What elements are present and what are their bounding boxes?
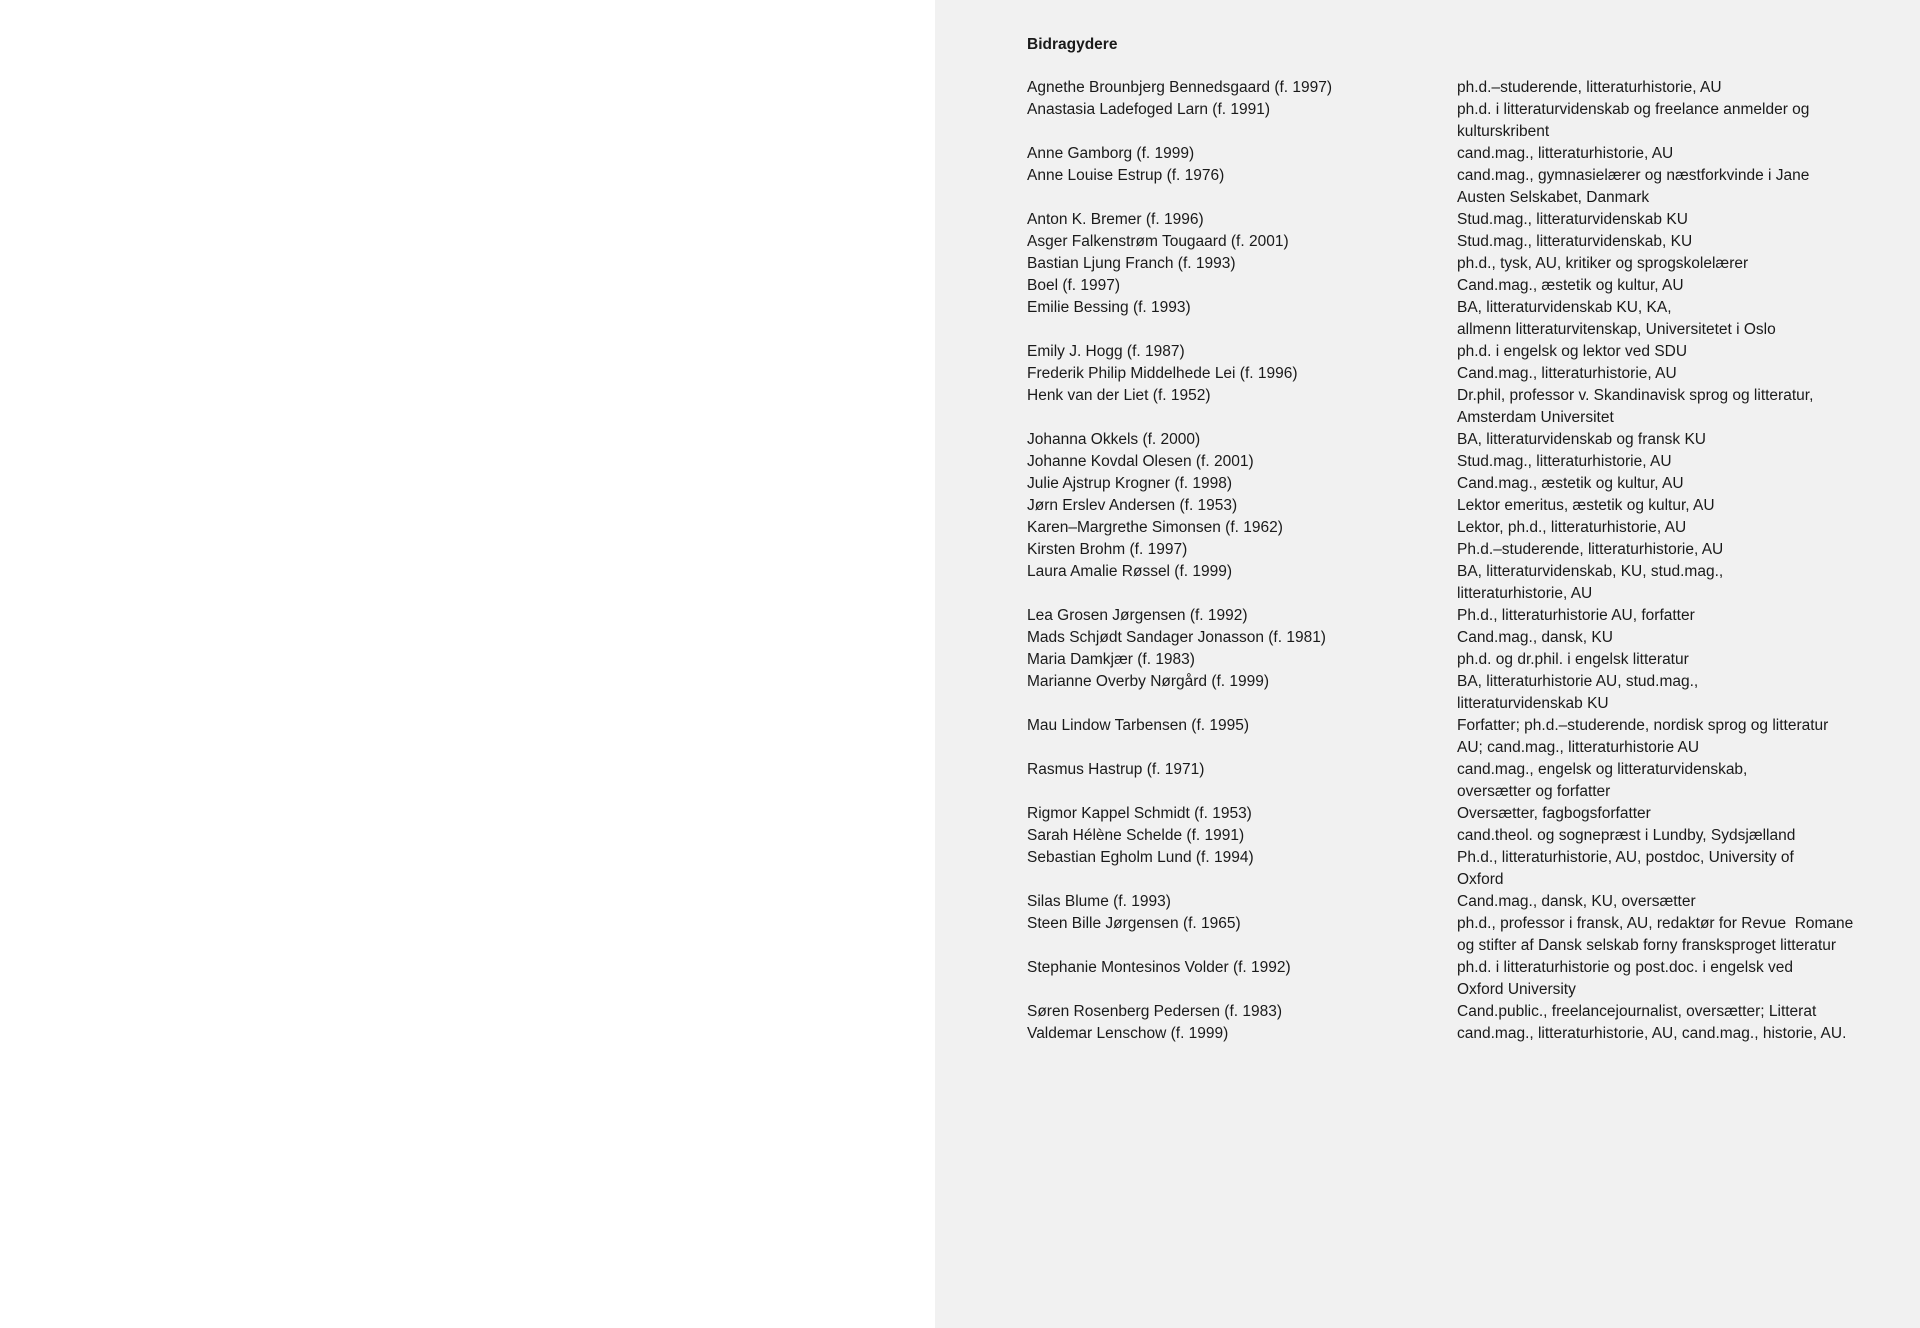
contributor-row: [1027, 1023, 1907, 1045]
contributor-name: Lea Grosen Jørgensen (f. 1992): [1027, 607, 1248, 624]
contributor-description: ph.d. og dr.phil. i engelsk litteratur: [1457, 651, 1689, 668]
contributor-row: [1027, 891, 1907, 913]
contributor-row: [1027, 517, 1907, 539]
contributor-name: Kirsten Brohm (f. 1997): [1027, 541, 1188, 558]
contributor-description: ph.d., professor i fransk, AU, redaktør for Revue Romane og stifter af Dansk selskab forny fransksproget litteratur: [1457, 915, 1854, 954]
contributor-row: [1027, 759, 1907, 803]
contributor-description: Cand.mag., dansk, KU, oversætter: [1457, 893, 1696, 910]
contributor-row: [1027, 473, 1907, 495]
contributor-description: Stud.mag., litteraturvidenskab KU: [1457, 211, 1688, 228]
page-title: Bidragydere: [1027, 36, 1118, 53]
contributor-row: [1027, 297, 1907, 341]
contributor-name: Valdemar Lenschow (f. 1999): [1027, 1025, 1229, 1042]
contributor-name: Agnethe Brounbjerg Bennedsgaard (f. 1997): [1027, 79, 1333, 96]
contributor-description: BA, litteraturhistorie AU, stud.mag., litteraturvidenskab KU: [1457, 673, 1699, 712]
contributor-description: Cand.mag., litteraturhistorie, AU: [1457, 365, 1677, 382]
contributor-name: Johanna Okkels (f. 2000): [1027, 431, 1201, 448]
contributor-row: [1027, 231, 1907, 253]
contributor-name: Sarah Hélène Schelde (f. 1991): [1027, 827, 1245, 844]
contributor-name: Anton K. Bremer (f. 1996): [1027, 211, 1204, 228]
contributor-name: Silas Blume (f. 1993): [1027, 893, 1171, 910]
contributor-name: Laura Amalie Røssel (f. 1999): [1027, 563, 1233, 580]
contributor-name: Rasmus Hastrup (f. 1971): [1027, 761, 1205, 778]
contributor-description: Lektor emeritus, æstetik og kultur, AU: [1457, 497, 1715, 514]
contributor-row: [1027, 1001, 1907, 1023]
contributor-name: Johanne Kovdal Olesen (f. 2001): [1027, 453, 1254, 470]
contributor-description: cand.mag., engelsk og litteraturvidenskab, oversætter og forfatter: [1457, 761, 1748, 800]
contributor-row: [1027, 253, 1907, 275]
contributor-row: [1027, 539, 1907, 561]
contributor-description: Stud.mag., litteraturvidenskab, KU: [1457, 233, 1693, 250]
contributor-description: Cand.mag., æstetik og kultur, AU: [1457, 475, 1684, 492]
contributor-name: Emily J. Hogg (f. 1987): [1027, 343, 1185, 360]
contributor-row: [1027, 165, 1907, 209]
contributor-description: BA, litteraturvidenskab KU, KA, allmenn litteraturvitenskap, Universitetet i Oslo: [1457, 299, 1776, 338]
contributor-row: [1027, 385, 1907, 429]
contributor-row: [1027, 847, 1907, 891]
contributor-row: [1027, 803, 1907, 825]
contributor-name: Søren Rosenberg Pedersen (f. 1983): [1027, 1003, 1283, 1020]
contributor-name: Bastian Ljung Franch (f. 1993): [1027, 255, 1236, 272]
contributor-row: [1027, 605, 1907, 627]
contributor-name: Jørn Erslev Andersen (f. 1953): [1027, 497, 1238, 514]
contributor-row: [1027, 363, 1907, 385]
contributor-description: Ph.d., litteraturhistorie AU, forfatter: [1457, 607, 1695, 624]
contributor-name: Stephanie Montesinos Volder (f. 1992): [1027, 959, 1291, 976]
contributor-name: Asger Falkenstrøm Tougaard (f. 2001): [1027, 233, 1289, 250]
contributor-name: Frederik Philip Middelhede Lei (f. 1996): [1027, 365, 1298, 382]
contributor-description: cand.mag., litteraturhistorie, AU: [1457, 145, 1674, 162]
contributor-row: [1027, 825, 1907, 847]
contributor-description: cand.mag., gymnasielærer og næstforkvinde i Jane Austen Selskabet, Danmark: [1457, 167, 1810, 206]
contributor-row: [1027, 957, 1907, 1001]
contributor-name: Marianne Overby Nørgård (f. 1999): [1027, 673, 1270, 690]
contributor-name: Anne Louise Estrup (f. 1976): [1027, 167, 1225, 184]
contributor-row: [1027, 77, 1907, 99]
contributor-description: Forfatter; ph.d.–studerende, nordisk sprog og litteratur AU; cand.mag., litteraturhistorie AU: [1457, 717, 1829, 756]
contributor-name: Anne Gamborg (f. 1999): [1027, 145, 1195, 162]
right-page: [935, 0, 1920, 1328]
left-page: [0, 0, 935, 1328]
contributor-row: [1027, 143, 1907, 165]
contributor-name: Henk van der Liet (f. 1952): [1027, 387, 1211, 404]
contributor-row: [1027, 649, 1907, 671]
contributor-row: [1027, 715, 1907, 759]
contributor-description: Oversætter, fagbogsforfatter: [1457, 805, 1651, 822]
contributor-name: Anastasia Ladefoged Larn (f. 1991): [1027, 101, 1271, 118]
contributor-name: Sebastian Egholm Lund (f. 1994): [1027, 849, 1254, 866]
contributor-name: Karen–Margrethe Simonsen (f. 1962): [1027, 519, 1283, 536]
contributor-description: ph.d.–studerende, litteraturhistorie, AU: [1457, 79, 1722, 96]
contributor-description: ph.d. i engelsk og lektor ved SDU: [1457, 343, 1688, 360]
contributor-name: Mads Schjødt Sandager Jonasson (f. 1981): [1027, 629, 1326, 646]
contributor-description: Ph.d.–studerende, litteraturhistorie, AU: [1457, 541, 1724, 558]
contributor-description: Stud.mag., litteraturhistorie, AU: [1457, 453, 1672, 470]
contributor-name: Julie Ajstrup Krogner (f. 1998): [1027, 475, 1233, 492]
contributor-row: [1027, 913, 1907, 957]
contributor-description: Cand.mag., æstetik og kultur, AU: [1457, 277, 1684, 294]
contributor-name: Boel (f. 1997): [1027, 277, 1121, 294]
contributor-description: cand.mag., litteraturhistorie, AU, cand.mag., historie, AU.: [1457, 1025, 1847, 1042]
contributor-description: BA, litteraturvidenskab og fransk KU: [1457, 431, 1706, 448]
contributor-name: Emilie Bessing (f. 1993): [1027, 299, 1191, 316]
contributor-row: [1027, 451, 1907, 473]
contributor-list: [1027, 77, 1907, 1045]
contributor-description: BA, litteraturvidenskab, KU, stud.mag., litteraturhistorie, AU: [1457, 563, 1724, 602]
contributor-name: Mau Lindow Tarbensen (f. 1995): [1027, 717, 1250, 734]
contributor-description: Cand.public., freelancejournalist, oversætter; Litterat: [1457, 1003, 1817, 1020]
contributor-name: Rigmor Kappel Schmidt (f. 1953): [1027, 805, 1252, 822]
contributor-row: [1027, 275, 1907, 297]
contributor-description: Dr.phil, professor v. Skandinavisk sprog og litteratur, Amsterdam Universitet: [1457, 387, 1814, 426]
contributor-name: Steen Bille Jørgensen (f. 1965): [1027, 915, 1241, 932]
contributor-description: Ph.d., litteraturhistorie, AU, postdoc, University of Oxford: [1457, 849, 1794, 888]
contributor-name: Maria Damkjær (f. 1983): [1027, 651, 1195, 668]
contributor-row: [1027, 341, 1907, 363]
contributor-description: Lektor, ph.d., litteraturhistorie, AU: [1457, 519, 1687, 536]
contributor-row: [1027, 671, 1907, 715]
contributor-description: Cand.mag., dansk, KU: [1457, 629, 1613, 646]
contributor-row: [1027, 495, 1907, 517]
contributor-row: [1027, 561, 1907, 605]
contributor-description: ph.d. i litteraturhistorie og post.doc. i engelsk ved Oxford University: [1457, 959, 1794, 998]
contributor-row: [1027, 209, 1907, 231]
contributor-description: cand.theol. og sognepræst i Lundby, Sydsjælland: [1457, 827, 1796, 844]
contributor-row: [1027, 429, 1907, 451]
contributor-description: ph.d. i litteraturvidenskab og freelance anmelder og kulturskribent: [1457, 101, 1810, 140]
contributor-row: [1027, 627, 1907, 649]
contributor-description: ph.d., tysk, AU, kritiker og sprogskolelærer: [1457, 255, 1749, 272]
contributor-row: [1027, 99, 1907, 143]
contributors-section: [1027, 34, 1907, 1045]
